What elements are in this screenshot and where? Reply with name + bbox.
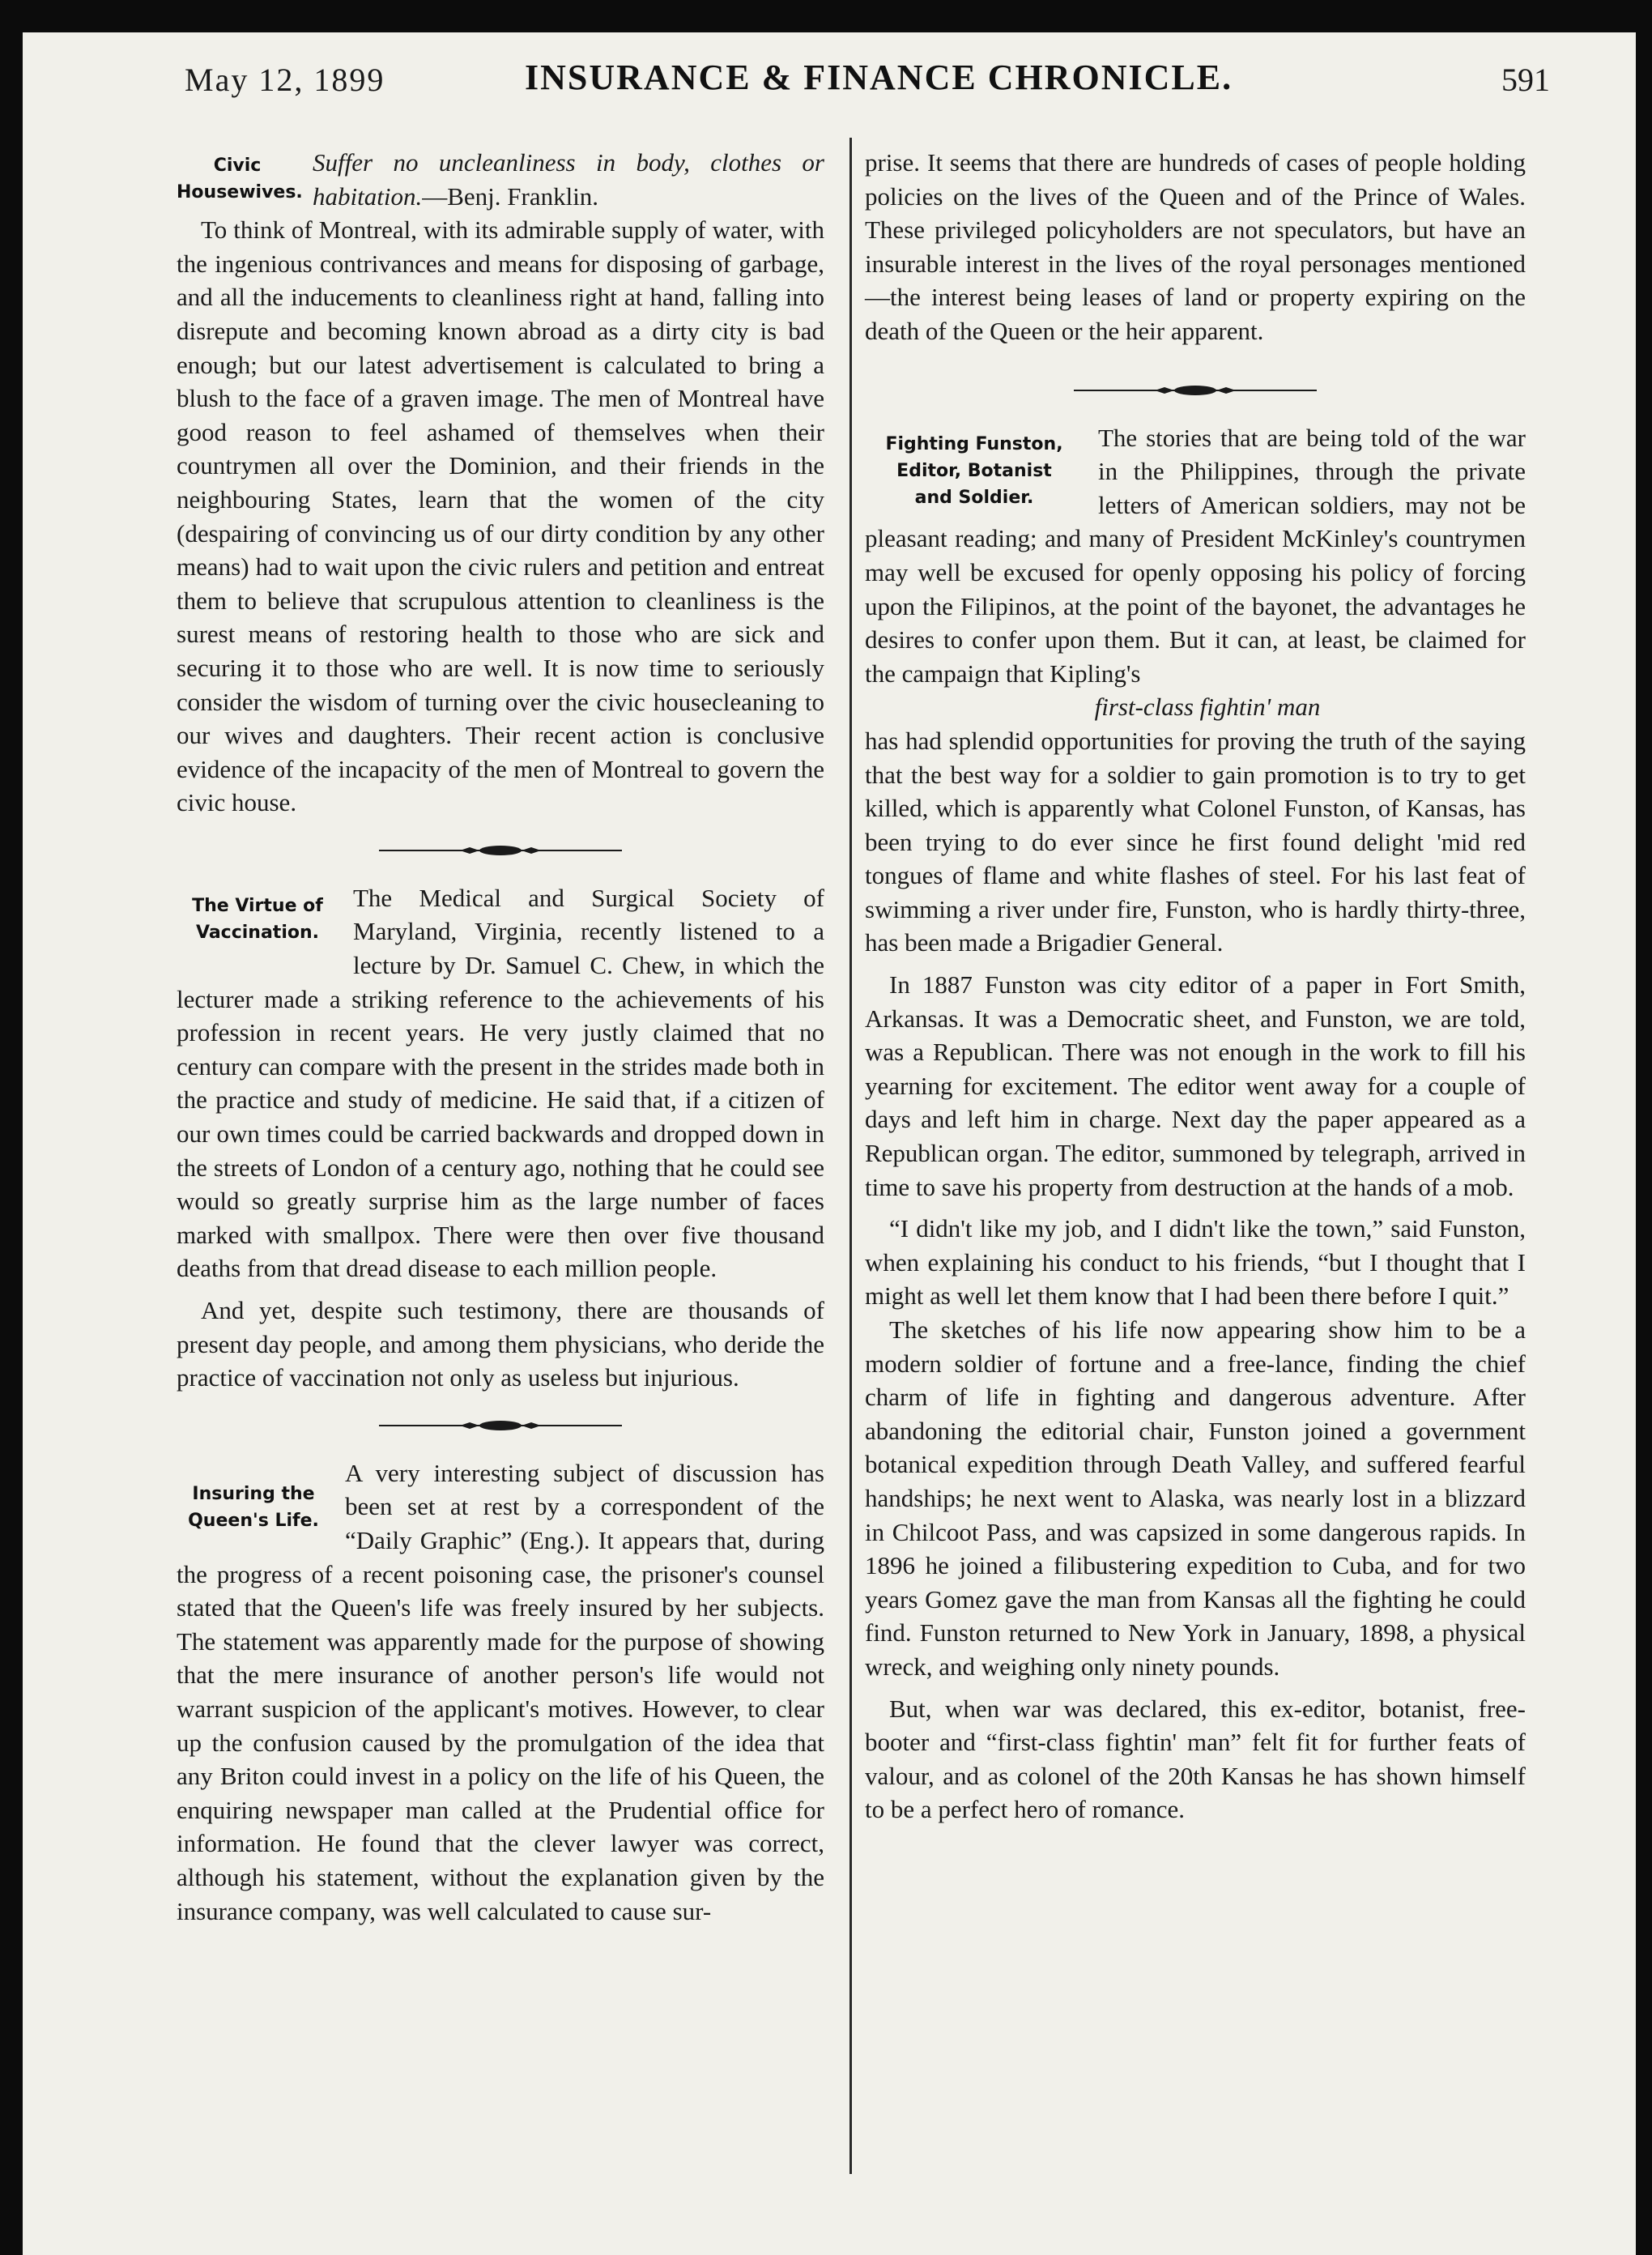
epigraph-text: Suffer no uncleanliness in body, clothes or habitation. [313,148,824,211]
article-insuring-queens-life [177,1456,824,1928]
kipling-quote: first-class fightin' man [1094,693,1321,722]
ornament-rule-icon [379,1417,622,1434]
epigraph-author: —Benj. Franklin. [422,181,599,211]
newspaper-page [23,32,1636,2255]
paragraph: But, when war was declared, this ex-editor, botanist, free-booter and “first-class fightin' man” felt fit for further feats of valour, and as colonel of the 20th Kansas he has shown himself to be a perfect hero of romance. [865,1694,1526,1824]
issue-date: May 12, 1899 [185,62,385,98]
paragraph: A very interesting subject of discussion has been set at rest by a correspondent of the “Daily Graphic” (Eng.). It appears that, during the progress of a recent poisoning case, the prisoner's counsel stated that the Queen's life was freely insured by her subjects. The statement was apparently made for the purpose of showing that the mere insurance of another person's life would not warrant suspicion of the applicant's motives. However, to clear up the confusion caused by the promulgation of the idea that any Briton could invest in a policy on the life of his Queen, the enquiring newspaper man called at the Prudential office for information. He found that the clever lawyer was correct, although his statement, without the explanation given by the insurance company, was well calculated to cause sur- [177,1458,824,1925]
article-fighting-funston [865,421,1526,1827]
paragraph: To think of Montreal, with its admirable supply of water, with the ingenious contrivances and means for disposing of garbage, and all the inducements to cleanliness right at hand, falling into disrepute and becoming known abroad as a dirty city is bad enough; but our latest advertisement is calculated to bring a blush to the face of a graven image. The men of Montreal have good reason to feel ashamed of themselves when their countrymen all over the Dominion, and their friends in the neighbouring States, learn that the women of the city (despairing of convincing us of our dirty condition by any other means) had to wait upon the civic rulers and petition and entreat them to believe that scrupulous attention to cleanliness is the surest means of restoring health to those who are sick and securing it to those who are well. It is now time to seriously consider the wisdom of turning over the civic housecleaning to our wives and daughters. Their recent action is conclusive evidence of the incapacity of the men of Montreal to govern the civic house. [177,215,824,817]
paragraph: The Medical and Surgical Society of Maryland, Virginia, recently listened to a lecture by Dr. Samuel C. Chew, in which the lecturer made a striking reference to the achievements of his profession in recent years. He very justly claimed that no century can compare with the present in the strides made both in the practice and study of medicine. He said that, if a citizen of our own times could be carried backwards and dropped down in the streets of London of a century ago, nothing that he could see would so greatly surprise him as the large number of faces marked with smallpox. There were then over five thousand deaths from that dread disease to each million people. [177,883,824,1283]
paragraph: has had splendid opportunities for proving the truth of the saying that the best way for a soldier to gain promotion is to try to get killed, which is apparently what Colonel Funston, of Kansas, has been trying to do ever since he first found delight 'mid red tongues of flame and white flashes of steel. For his last feat of swimming a river under fire, Funston, who is hardly thirty-three, has been made a Brigadier General. [865,726,1526,957]
sidehead-fighting-funston: Fighting Funston, Editor, Botanist and Soldier. [885,433,1063,508]
sidehead-insuring-queens-life: Insuring the Queen's Life. [188,1483,319,1531]
column-rule [849,138,852,2174]
section-ornament [177,828,824,872]
sidehead-virtue-of-vaccination: The Virtue of Vaccination. [192,895,323,943]
ornament-rule-icon [379,842,622,859]
paragraph: The stories that are being told of the war in the Philippines, through the private letters of American soldiers, may not be pleasant reading; and many of President McKinley's countrymen may well be excused for openly opposing his policy of forcing upon the Filipinos, at the point of the bayonet, the advantages he desires to confer upon them. But it can, at least, be claimed for the campaign that Kipling's [865,423,1526,688]
page-header [23,32,1636,121]
section-ornament [177,1403,824,1447]
article-virtue-of-vaccination [177,881,824,1395]
sidehead-civic-housewives: Civic Housewives. [177,156,303,202]
article-civic-housewives [177,146,824,820]
paragraph: The sketches of his life now appearing show him to be a modern soldier of fortune and a free-lance, finding the chief charm of life in fighting and dangerous adventure. After abandoning the editorial chair, Funston joined a government botanical expedition through Death Valley, and suffered fearful handships; he next went to Alaska, was nearly lost in a blizzard in Chilcoot Pass, and was capsized in some dangerous rapids. In 1896 he joined a filibustering expedition to Cuba, and for two years Gomez gave the man from Kansas all the fighting he could find. Funston returned to New York in January, 1898, a physical wreck, and weighing only ninety pounds. [865,1315,1526,1681]
paragraph: “I didn't like my job, and I didn't like the town,” said Funston, when explaining his conduct to his friends, “but I thought that I might as well let them know that I had been there before I quit.” [865,1214,1526,1311]
page-number: 591 [1501,62,1550,98]
publication-title: INSURANCE & FINANCE CHRONICLE. [525,58,1233,97]
section-ornament [865,368,1526,411]
ornament-rule-icon [1074,382,1317,399]
paragraph: And yet, despite such testimony, there are thousands of present day people, and among them physicians, who deride the practice of vaccination not only as useless but injurious. [177,1296,824,1392]
right-column [865,146,1526,1827]
left-column [177,146,824,1928]
paragraph-continued: prise. It seems that there are hundreds of cases of people holding policies on the lives of the Queen and of the Prince of Wales. These privileged policyholders are not speculators, but have an insurable interest in the lives of the royal personages mentioned —the interest being leases of land or property expiring on the death of the Queen or the heir apparent. [865,148,1526,345]
paragraph: In 1887 Funston was city editor of a paper in Fort Smith, Arkansas. It was a Democratic sheet, and Funston, we are told, was a Republican. There was not enough in the work to fill his yearning for excitement. The editor went away for a couple of days and left him in charge. Next day the paper appeared as a Republican organ. The editor, summoned by telegraph, arrived in time to save his property from destruction at the hands of a mob. [865,970,1526,1201]
